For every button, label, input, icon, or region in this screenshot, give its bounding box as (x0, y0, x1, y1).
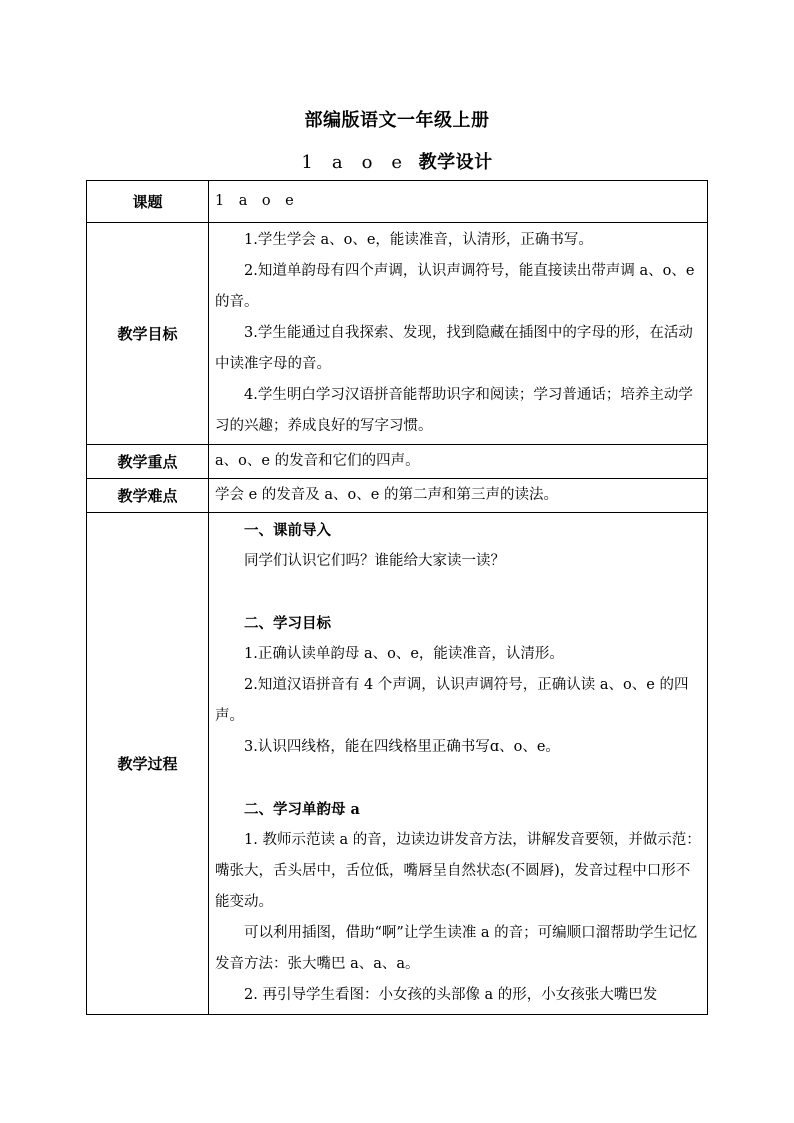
objective-item: 2.知道汉语拼音有 4 个声调，认识声调符号，正确认读 a、o、e 的四声。 (215, 677, 689, 724)
objective-item: 3.认识四线格，能在四线格里正确书写ɑ、o、e。 (244, 739, 560, 755)
row-key-points (87, 445, 708, 479)
section-paragraph: 可以利用插图，借助“啊”让学生读准 a 的音；可编顺口溜帮助学生记忆发音方法：张大嘴巴 a、a、a。 (215, 925, 698, 972)
section-paragraph: 2. 再引导学生看图：小女孩的头部像 a 的形，小女孩张大嘴巴发 (244, 987, 658, 1003)
section-paragraph: 1. 教师示范读 a 的音，边读边讲发音方法，讲解发音要领，并做示范：嘴张大，舌头居中，舌位低，嘴唇呈自然状态(不圆唇)，发音过程中口形不能变动。 (215, 832, 701, 910)
goal-item: 3.学生能通过自我探索、发现，找到隐藏在插图中的字母的形，在活动中读准字母的音。 (215, 325, 693, 372)
document-title: 部编版语文一年级上册 (304, 110, 490, 131)
difficulties-value: 学会 e 的发音及 a、o、e 的第二声和第三声的读法。 (209, 479, 708, 513)
goals-label: 教学目标 (87, 223, 209, 445)
process-content (209, 513, 708, 1015)
topic-value (209, 181, 708, 223)
section-heading: 一、课前导入 (244, 522, 331, 539)
row-difficulties (87, 479, 708, 513)
objective-item: 1.正确认读单韵母 a、o、e，能读准音，认清形。 (244, 646, 564, 662)
process-label: 教学过程 (87, 513, 209, 1015)
row-goals (87, 223, 708, 445)
topic-text: 1 a o e (215, 193, 294, 209)
goal-item: 1.学生学会 a、o、e，能读准音，认清形，正确书写。 (244, 232, 593, 248)
goals-content (209, 223, 708, 445)
section-text: 同学们认识它们吗？谁能给大家读一读？ (244, 553, 505, 569)
subtitle-lesson: 1 a o e (301, 152, 403, 173)
section-heading: 二、学习单韵母 a (244, 801, 360, 818)
section-heading: 二、学习目标 (244, 615, 331, 632)
key-points-label: 教学重点 (87, 445, 209, 479)
subtitle-design: 教学设计 (418, 152, 493, 173)
goal-item: 4.学生明白学习汉语拼音能帮助识字和阅读；学习普通话；培养主动学习的兴趣；养成良好的写字习惯。 (215, 387, 693, 434)
difficulties-label: 教学难点 (87, 479, 209, 513)
key-points-value: a、o、e 的发音和它们的四声。 (209, 445, 708, 479)
goal-item: 2.知道单韵母有四个声调，认识声调符号，能直接读出带声调 a、o、e 的音。 (215, 263, 695, 310)
document-subtitle (0, 148, 794, 174)
row-process (87, 513, 708, 1015)
row-topic (87, 181, 708, 223)
lesson-plan-table (86, 180, 708, 1015)
topic-label: 课题 (87, 181, 209, 223)
